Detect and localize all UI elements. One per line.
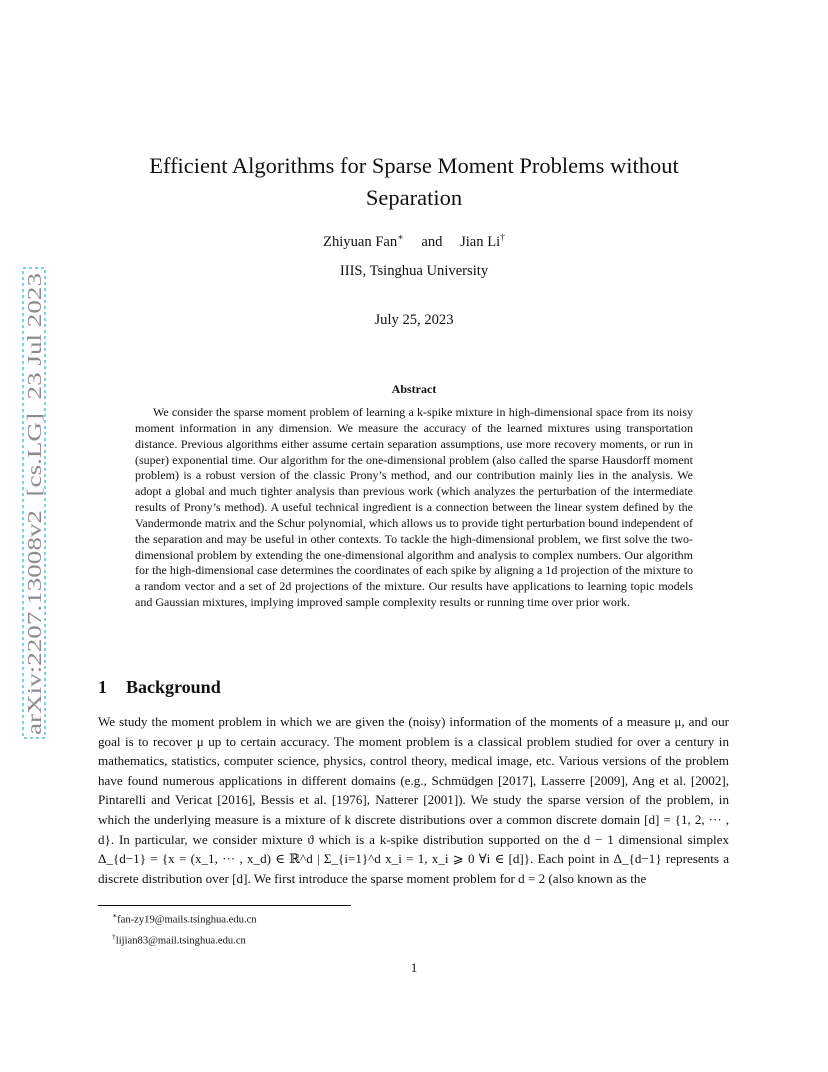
- footnote: [112, 908, 257, 929]
- page-number: 1: [410, 960, 418, 975]
- author-list: [100, 228, 728, 252]
- footnote-mark: †: [112, 931, 116, 941]
- author-mark: †: [500, 233, 505, 243]
- author-separator: and: [421, 233, 443, 250]
- author-name: Jian Li: [460, 233, 501, 250]
- footnotes: [112, 908, 257, 949]
- footnote-mark: ∗: [112, 911, 118, 920]
- author-mark: ∗: [397, 233, 404, 243]
- footnote: [112, 929, 257, 950]
- paper-date: July 25, 2023: [374, 312, 454, 328]
- body-paragraph: We study the moment problem in which we are given the (noisy) information of the moments of a measure μ, and our goal is to recover μ up to certain accuracy. The moment problem is a classical problem studied for over a century in mathematics, statistics, computer science, physics, control theory, medical image, etc. Various versions of the problem have found numerous applications in different domains (e.g., Schmüdgen [2017], Lasserre [2009], Ang et al. [2002], Pintarelli and Vericat [2016], Bessis et al. [1976], Natterer [2001]). We study the sparse version of the problem, in which the underlying measure is a mixture of k discrete distributions over a common discrete domain [d] = {1, 2, ··· , d}. In particular, we consider mixture ϑ which is a k-spike distribution supported on the d − 1 dimensional simplex Δ_{d−1} = {x = (x_1, ··· , x_d) ∈ ℝ^d | Σ_{i=1}^d x_i = 1, x_i ⩾ 0 ∀i ∈ [d]}. Each point in Δ_{d−1} represents a discrete distribution over [d]. We first introduce the sparse moment problem for d = 2 (also known as the: [98, 714, 729, 886]
- author-name: Zhiyuan Fan: [323, 233, 398, 250]
- footnote-email: fan-zy19@mails.tsinghua.edu.cn: [117, 914, 257, 926]
- arxiv-identifier: arXiv:2207.13008v2 [cs.LG] 23 Jul 2023: [24, 385, 46, 735]
- abstract-heading: Abstract: [391, 382, 437, 396]
- abstract-text: We consider the sparse moment problem of learning a k-spike mixture in high-dimensional space from its noisy moment information in any dimension. We measure the accuracy of the learned mixtures using transportation distance. Previous algorithms either assume certain separation assumptions, use more recovery moments, or run in (super) exponential time. Our algorithm for the one-dimensional problem (also called the sparse Hausdorff moment problem) is a robust version of the classic Prony’s method, and our contribution mainly lies in the analysis. We adopt a global and much tighter analysis than previous work (which analyzes the perturbation of the intermediate results of Prony’s method). A useful technical ingredient is a connection between the linear system defined by the Vandermonde matrix and the Schur polynomial, which allows us to provide tight perturbation bound independent of the separation and may be useful in other contexts. To tackle the high-dimensional problem, we first solve the two-dimensional problem by extending the one-dimensional algorithm and analysis to complex numbers. Our algorithm for the high-dimensional case determines the coordinates of each spike by aligning a 1d projection of the mixture to a random vector and a set of 2d projections of the mixture. Our results have applications to learning topic models and Gaussian mixtures, implying improved sample complexity results or running time over prior work.: [135, 405, 693, 610]
- footnote-divider: [98, 905, 351, 906]
- arxiv-stamp: [22, 267, 46, 739]
- section-heading: [98, 675, 221, 699]
- section-number: 1: [98, 677, 107, 697]
- affiliation: IIIS, Tsinghua University: [339, 263, 489, 279]
- paper-title: Efficient Algorithms for Sparse Moment Problems without Separation: [149, 153, 679, 210]
- footnote-email: lijian83@mail.tsinghua.edu.cn: [115, 935, 246, 947]
- section-title: Background: [126, 677, 221, 697]
